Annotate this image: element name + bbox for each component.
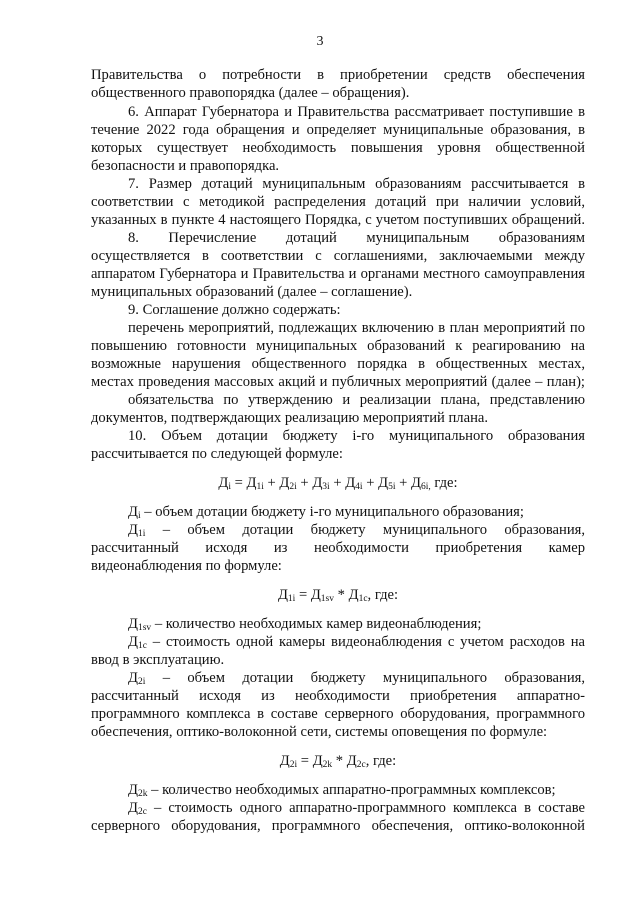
formula-total-dotation bbox=[91, 474, 585, 492]
formula-subscript: 1i bbox=[137, 529, 146, 539]
text-line: видеонаблюдения по формуле: bbox=[91, 558, 282, 574]
formula-subscript: 2k bbox=[322, 760, 333, 770]
formula-subscript: 3i bbox=[322, 482, 330, 492]
text-line: Правительства о потребности в приобретении средств обеспечения bbox=[91, 67, 585, 83]
definition-Di bbox=[128, 503, 585, 521]
text-line: обеспечения, оптико-волоконной сети, системы оповещения по формуле: bbox=[91, 724, 548, 740]
formula-operator: = bbox=[295, 587, 311, 603]
formula-operator: = bbox=[231, 475, 247, 491]
formula-subscript: 2k bbox=[137, 789, 148, 799]
text-line: программного комплекса в составе серверного оборудования, программного bbox=[91, 706, 585, 722]
formula-where: , где: bbox=[367, 587, 399, 603]
formula-subscript: i bbox=[228, 482, 231, 492]
formula-operator: * bbox=[332, 753, 347, 769]
formula-subscript: 1c bbox=[358, 594, 368, 604]
text-line: документов, подтверждающих реализацию мероприятий плана. bbox=[91, 410, 489, 426]
formula-subscript: 2c bbox=[356, 760, 366, 770]
text-line: муниципальных образований (далее – соглашение). bbox=[91, 284, 413, 300]
definition-text: – объем дотации бюджету муниципального образования, bbox=[162, 670, 585, 686]
text-line: рассчитанный исходя из необходимости приобретения камер bbox=[91, 540, 585, 556]
formula-hardware bbox=[91, 752, 585, 770]
text-line: указанных в пункте 4 настоящего Порядка, с учетом поступивших обращений. bbox=[91, 212, 585, 228]
formula-subscript: 2c bbox=[137, 807, 147, 817]
definition-text: – объем дотации бюджету i-го муниципального образования; bbox=[144, 504, 524, 520]
formula-symbol: Д bbox=[312, 475, 323, 491]
formula-operator: * bbox=[334, 587, 349, 603]
formula-subscript: 5i bbox=[388, 482, 396, 492]
formula-operator: = bbox=[297, 753, 313, 769]
formula-symbol: Д bbox=[128, 504, 138, 520]
formula-operator: + bbox=[362, 475, 379, 491]
formula-subscript: 1sv bbox=[320, 594, 334, 604]
formula-symbol: Д bbox=[378, 475, 389, 491]
formula-subscript: 1sv bbox=[137, 623, 152, 633]
paragraph-6: 6. Аппарат Губернатора и Правительства рассматривает поступившие в bbox=[128, 104, 585, 120]
text-line: которых существует необходимость повышения уровня общественной bbox=[91, 140, 585, 156]
text-line: соответствии с методикой распределения дотаций при наличии условий, bbox=[91, 194, 585, 210]
definition-D2c bbox=[128, 799, 585, 817]
text-line: обязательства по утверждению и реализации плана, представлению bbox=[128, 392, 585, 408]
formula-symbol: Д bbox=[128, 616, 138, 632]
formula-symbol: Д bbox=[310, 587, 321, 603]
formula-operator: + bbox=[296, 475, 313, 491]
definition-D1sv bbox=[128, 615, 585, 633]
formula-operator: + bbox=[395, 475, 411, 491]
text-line: течение 2022 года обращения и определяет муниципальные образования, в bbox=[91, 122, 585, 138]
formula-symbol: Д bbox=[128, 800, 138, 816]
formula-symbol: Д bbox=[128, 782, 138, 798]
formula-where: где: bbox=[430, 475, 458, 491]
formula-subscript: 1i bbox=[256, 482, 264, 492]
text-line: аппаратом Губернатора и Правительства и органами местного самоуправления bbox=[91, 266, 585, 282]
formula-operator: + bbox=[263, 475, 280, 491]
definition-text: – стоимость одной камеры видеонаблюдения с учетом расходов на bbox=[152, 634, 585, 650]
formula-symbol: Д bbox=[345, 475, 356, 491]
definition-D2k bbox=[128, 781, 585, 799]
page-number: 3 bbox=[316, 34, 324, 49]
text-line: повышению готовности муниципальных образований к реагированию на bbox=[91, 338, 585, 354]
formula-subscript: 1i bbox=[287, 594, 296, 604]
formula-symbol: Д bbox=[246, 475, 257, 491]
text-line: местах проведения массовых акций и публичных мероприятий (далее – план); bbox=[91, 374, 585, 390]
formula-subscript: 2i bbox=[289, 482, 297, 492]
formula-symbol: Д bbox=[410, 475, 421, 491]
text-line: безопасности и правопорядка. bbox=[91, 158, 280, 174]
paragraph-10: 10. Объем дотации бюджету i-го муниципального образования bbox=[128, 428, 585, 444]
formula-symbol: Д bbox=[128, 634, 138, 650]
text-line: возможные нарушения общественного порядка в общественных местах, bbox=[91, 356, 585, 372]
paragraph-7: 7. Размер дотаций муниципальным образованиям рассчитывается в bbox=[128, 176, 585, 192]
formula-symbol: Д bbox=[218, 475, 229, 491]
formula-symbol: Д bbox=[312, 753, 323, 769]
definition-D2i bbox=[128, 669, 585, 687]
formula-subscript: 2i bbox=[137, 677, 146, 687]
formula-symbol: Д bbox=[279, 753, 290, 769]
formula-symbol: Д bbox=[348, 587, 359, 603]
text-line: рассчитанный исходя из необходимости приобретения аппаратно- bbox=[91, 688, 585, 704]
text-line: перечень мероприятий, подлежащих включению в план мероприятий по bbox=[128, 320, 585, 336]
formula-subscript: 1c bbox=[137, 641, 147, 651]
formula-symbol: Д bbox=[277, 587, 288, 603]
formula-subscript: i bbox=[137, 511, 141, 521]
formula-cameras bbox=[91, 586, 585, 604]
definition-text: – объем дотации бюджету муниципального образования, bbox=[162, 522, 585, 538]
text-line: общественного правопорядка (далее – обращения). bbox=[91, 85, 410, 101]
text-line: рассчитывается по следующей формуле: bbox=[91, 446, 343, 462]
formula-symbol: Д bbox=[346, 753, 357, 769]
definition-text: – количество необходимых аппаратно-программных комплексов; bbox=[151, 782, 556, 798]
formula-where: , где: bbox=[365, 753, 397, 769]
definition-text: – стоимость одного аппаратно-программного комплекса в составе bbox=[154, 800, 585, 816]
formula-symbol: Д bbox=[128, 670, 138, 686]
formula-subscript: 6i, bbox=[420, 482, 431, 492]
definition-D1i bbox=[128, 521, 585, 539]
definition-text: – количество необходимых камер видеонаблюдения; bbox=[154, 616, 482, 632]
text-line: осуществляется в соответствии с соглашениями, заключаемыми между bbox=[91, 248, 585, 264]
paragraph-9: 9. Соглашение должно содержать: bbox=[128, 302, 341, 318]
formula-subscript: 4i bbox=[355, 482, 363, 492]
formula-symbol: Д bbox=[128, 522, 138, 538]
formula-symbol: Д bbox=[279, 475, 290, 491]
formula-operator: + bbox=[329, 475, 346, 491]
paragraph-8: 8. Перечисление дотаций муниципальным образованиям bbox=[128, 230, 585, 246]
text-line: серверного оборудования, программного обеспечения, оптико-волоконной bbox=[91, 818, 585, 834]
formula-subscript: 2i bbox=[289, 760, 298, 770]
text-line: ввод в эксплуатацию. bbox=[91, 652, 225, 668]
definition-D1c bbox=[128, 633, 585, 651]
